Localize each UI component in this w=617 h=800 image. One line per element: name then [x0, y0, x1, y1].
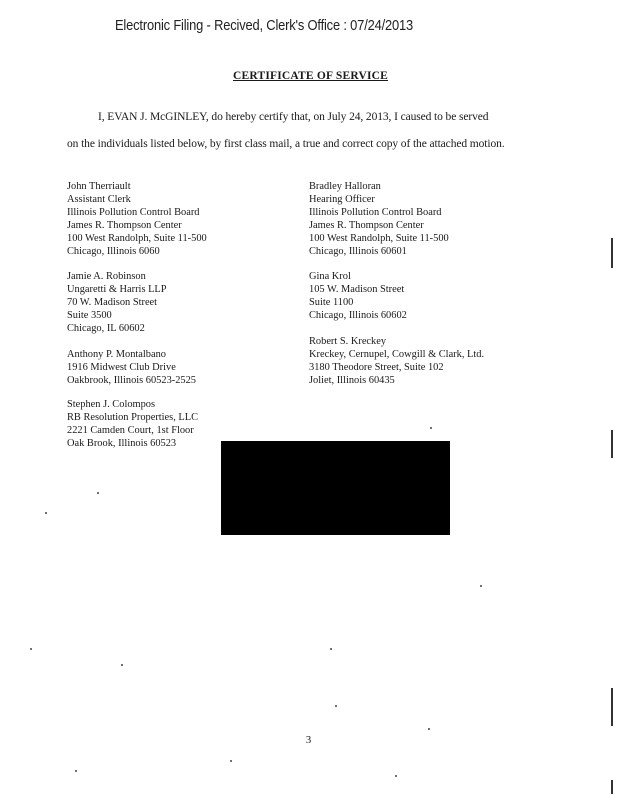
- scan-speck: [330, 648, 332, 650]
- scan-speck: [75, 770, 77, 772]
- address-line: Chicago, Illinois 60602: [309, 310, 407, 321]
- address-block-montalbano: [67, 348, 196, 387]
- address-line: 2221 Camden Court, 1st Floor: [67, 425, 194, 436]
- address-block-robinson: [67, 270, 167, 335]
- address-line: Joliet, Illinois 60435: [309, 375, 395, 386]
- address-line: Chicago, Illinois 60601: [309, 246, 407, 257]
- address-line: Oakbrook, Illinois 60523-2525: [67, 375, 197, 386]
- address-line: Chicago, IL 60602: [67, 323, 145, 334]
- scan-edge-mark: [611, 430, 613, 458]
- scan-edge-mark: [611, 688, 613, 726]
- address-block-colompos: [67, 398, 198, 450]
- address-line: 100 West Randolph, Suite 11-500: [67, 233, 207, 244]
- address-line: Kreckey, Cernupel, Cowgill & Clark, Ltd.: [309, 349, 485, 360]
- address-line: Stephen J. Colompos: [67, 399, 156, 410]
- address-line: 70 W. Madison Street: [67, 297, 158, 308]
- address-line: Hearing Officer: [309, 194, 375, 205]
- address-line: Assistant Clerk: [67, 194, 131, 205]
- address-line: Suite 1100: [309, 297, 354, 308]
- address-line: Bradley Halloran: [309, 181, 381, 192]
- scan-speck: [45, 512, 47, 514]
- address-line: Anthony P. Montalbano: [67, 349, 166, 360]
- address-line: James R. Thompson Center: [67, 220, 182, 231]
- address-block-kreckey: [309, 335, 484, 387]
- address-line: Illinois Pollution Control Board: [67, 207, 200, 218]
- scan-edge-mark: [611, 780, 613, 794]
- certification-line-1: I, EVAN J. McGINLEY, do hereby certify that, on July 24, 2013, I caused to be served: [98, 111, 489, 123]
- address-line: Oak Brook, Illinois 60523: [67, 438, 177, 449]
- scan-speck: [430, 427, 432, 429]
- scan-speck: [480, 585, 482, 587]
- address-line: Robert S. Kreckey: [309, 336, 387, 347]
- address-line: Chicago, Illinois 6060: [67, 246, 160, 257]
- address-block-krol: [309, 270, 407, 322]
- scan-speck: [395, 775, 397, 777]
- address-line: 105 W. Madison Street: [309, 284, 405, 295]
- address-line: Jamie A. Robinson: [67, 271, 146, 282]
- scan-speck: [97, 492, 99, 494]
- scan-speck: [121, 664, 123, 666]
- address-line: Ungaretti & Harris LLP: [67, 284, 167, 295]
- address-line: Suite 3500: [67, 310, 112, 321]
- scan-edge-mark: [611, 238, 613, 268]
- page-number: 3: [305, 734, 312, 746]
- scan-speck: [30, 648, 32, 650]
- scan-speck: [335, 705, 337, 707]
- document-title: CERTIFICATE OF SERVICE: [232, 70, 389, 82]
- scan-speck: [428, 728, 430, 730]
- address-block-halloran: [309, 180, 449, 258]
- certification-line-2: on the individuals listed below, by first class mail, a true and correct copy of the attached motion.: [67, 138, 505, 150]
- address-line: 3180 Theodore Street, Suite 102: [309, 362, 444, 373]
- address-line: Gina Krol: [309, 271, 351, 282]
- redacted-signature-block: [221, 441, 450, 535]
- address-line: 1916 Midwest Club Drive: [67, 362, 176, 373]
- scan-speck: [230, 760, 232, 762]
- address-line: James R. Thompson Center: [309, 220, 424, 231]
- filing-stamp: Electronic Filing - Recived, Clerk's Office : 07/24/2013: [115, 17, 414, 34]
- address-line: 100 West Randolph, Suite 11-500: [309, 233, 449, 244]
- address-line: RB Resolution Properties, LLC: [67, 412, 199, 423]
- address-block-therriault: [67, 180, 207, 258]
- address-line: Illinois Pollution Control Board: [309, 207, 442, 218]
- address-line: John Therriault: [67, 181, 131, 192]
